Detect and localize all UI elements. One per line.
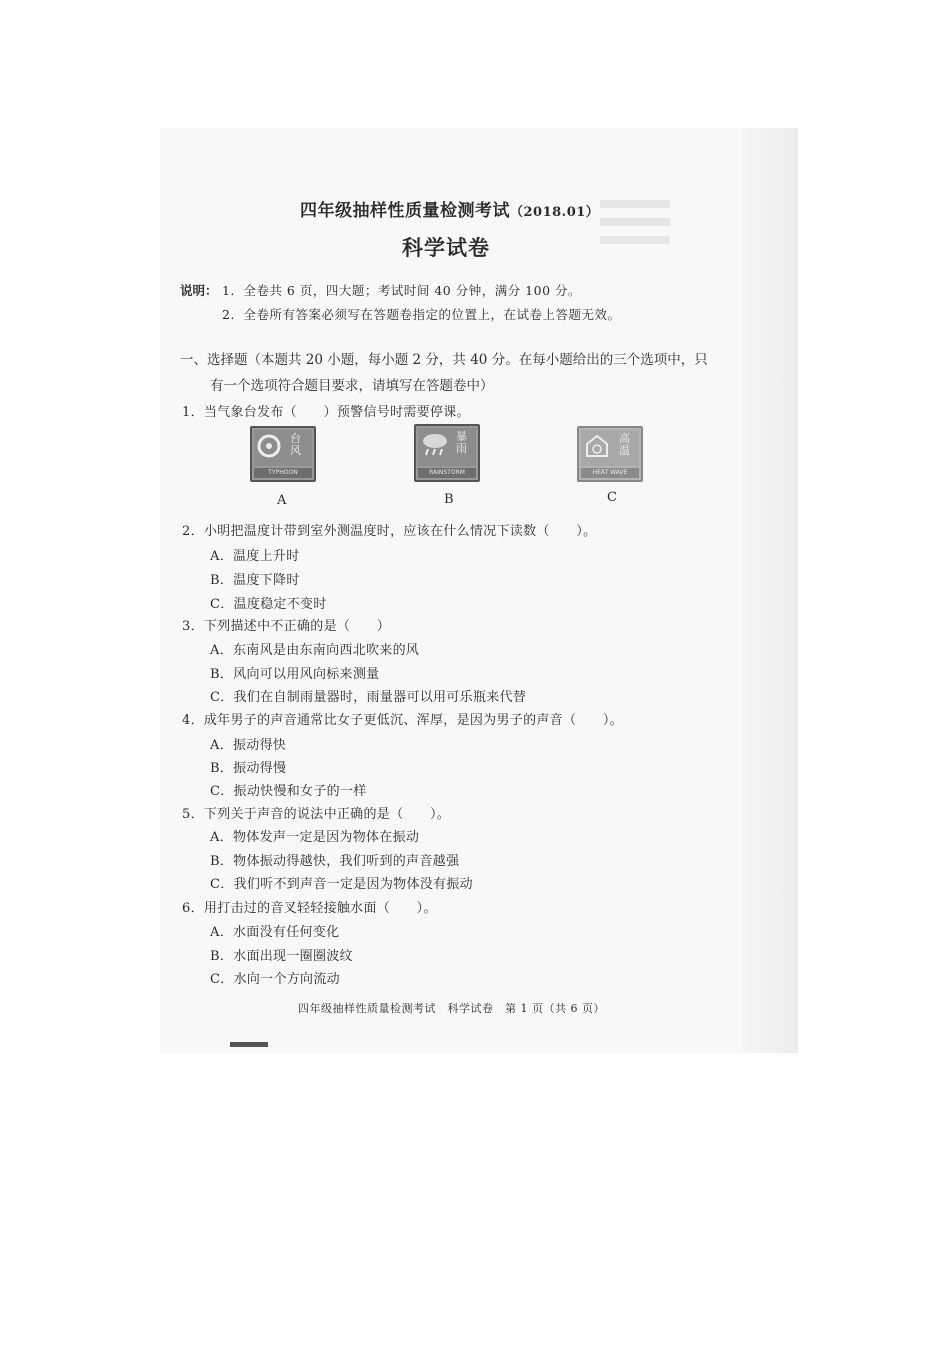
question-2-option-a: A．温度上升时 xyxy=(210,549,300,564)
typhoon-signal-caption: TYPHOON xyxy=(254,468,312,478)
note-line-1: 1．全卷共 6 页，四大题；考试时间 40 分钟，满分 100 分。 xyxy=(222,283,582,298)
question-3-stem: 3．下列描述中不正确的是（ ） xyxy=(182,619,391,634)
section-1-heading-cont: 有一个选项符合题目要求，请填写在答题卷中） xyxy=(210,378,494,394)
rainstorm-signal-icon: 暴 雨 RAINSTORM xyxy=(414,424,480,482)
question-2-option-c: C．温度稳定不变时 xyxy=(210,597,327,612)
question-3-option-b: B．风向可以用风向标来测量 xyxy=(210,667,380,682)
scan-edge-shadow xyxy=(742,128,798,1053)
exam-title xyxy=(300,196,599,221)
question-4-option-c: C．振动快慢和女子的一样 xyxy=(210,784,367,799)
question-6-stem: 6．用打击过的音叉轻轻接触水面（ ）。 xyxy=(182,901,437,916)
question-2-stem: 2．小明把温度计带到室外测温度时，应该在什么情况下读数（ ）。 xyxy=(182,524,597,539)
question-1-stem: 1．当气象台发布（ ）预警信号时需要停课。 xyxy=(182,405,470,420)
section-1-heading: 一、选择题（本题共 20 小题，每小题 2 分，共 40 分。在每小题给出的三个选项中，只 xyxy=(180,352,708,368)
question-4-option-a: A．振动得快 xyxy=(210,738,287,753)
bleed-through-text xyxy=(600,190,685,250)
exam-subtitle: 科学试卷 xyxy=(402,235,490,260)
typhoon-symbol-icon xyxy=(257,434,281,458)
question-3-option-c: C．我们在自制雨量器时，雨量器可以用可乐瓶来代替 xyxy=(210,690,527,705)
rain-cloud-symbol-icon xyxy=(421,431,449,457)
heat-wave-signal-icon: 高 温 HEAT WAVE xyxy=(577,426,643,482)
typhoon-signal-icon: 台 风 TYPHOON xyxy=(250,426,316,482)
question-5-option-a: A．物体发声一定是因为物体在振动 xyxy=(210,830,420,845)
question-2-option-b: B．温度下降时 xyxy=(210,573,300,588)
question-5-option-b: B．物体振动得越快，我们听到的声音越强 xyxy=(210,854,460,869)
exam-title-text: 四年级抽样性质量检测考试 xyxy=(300,201,510,221)
notes-label: 说明： xyxy=(180,283,218,298)
question-3-option-a: A．东南风是由东南向西北吹来的风 xyxy=(210,643,420,658)
option-c-label: C xyxy=(607,490,617,505)
option-a-label: A xyxy=(277,493,287,508)
exam-date: （2018.01） xyxy=(510,205,600,220)
note-line-2: 2．全卷所有答案必须写在答题卷指定的位置上，在试卷上答题无效。 xyxy=(222,307,621,322)
question-5-option-c: C．我们听不到声音一定是因为物体没有振动 xyxy=(210,877,473,892)
option-b-label: B xyxy=(444,492,454,507)
scan-registration-mark xyxy=(230,1042,268,1047)
heat-wave-signal-caption: HEAT WAVE xyxy=(581,468,639,478)
page-footer: 四年级抽样性质量检测考试 科学试卷 第 1 页（共 6 页） xyxy=(298,1002,605,1015)
question-5-stem: 5．下列关于声音的说法中正确的是（ ）。 xyxy=(182,807,451,822)
thermometer-symbol-icon xyxy=(585,434,609,458)
question-6-option-c: C．水向一个方向流动 xyxy=(210,972,340,987)
question-6-option-b: B．水面出现一圈圈波纹 xyxy=(210,949,353,964)
question-4-stem: 4．成年男子的声音通常比女子更低沉、浑厚，是因为男子的声音（ ）。 xyxy=(182,713,623,728)
question-6-option-a: A．水面没有任何变化 xyxy=(210,925,340,940)
question-4-option-b: B．振动得慢 xyxy=(210,761,287,776)
rainstorm-signal-caption: RAINSTORM xyxy=(418,468,476,478)
